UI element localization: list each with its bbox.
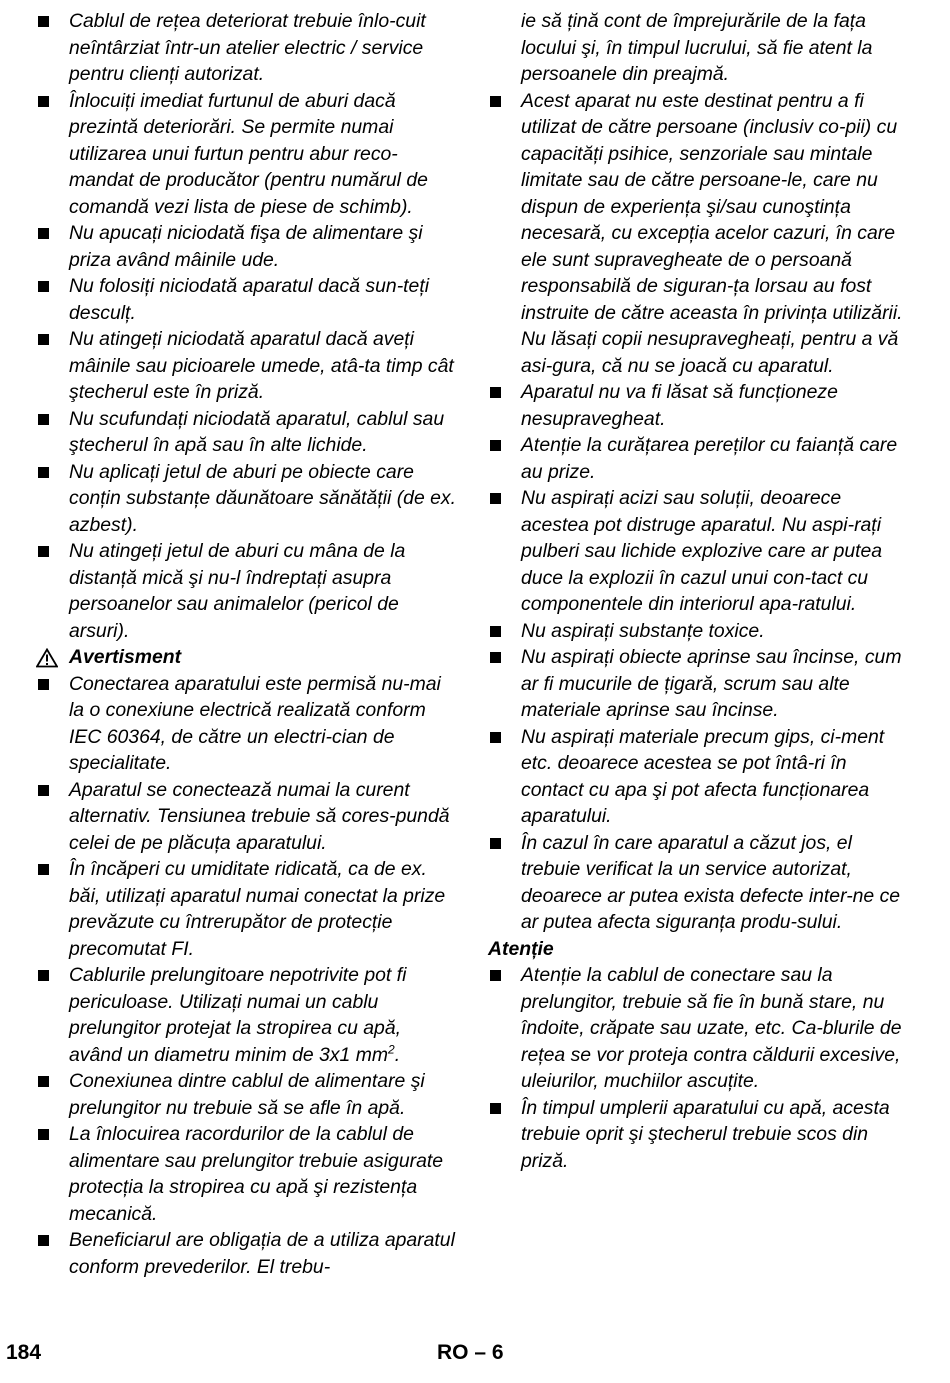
list-item [36, 856, 456, 962]
item-text: Aparatul nu va fi lăsat să funcționeze nesupravegheat. [521, 381, 838, 430]
square-bullet-icon [490, 838, 501, 849]
list-item [36, 220, 456, 273]
square-bullet-icon [38, 334, 49, 345]
square-bullet-icon [38, 16, 49, 27]
list-item [488, 644, 908, 724]
list-item [36, 671, 456, 777]
item-text: Nu folosiți niciodată aparatul dacă sun-teți desculț. [69, 275, 430, 324]
item-text: În încăperi cu umiditate ridicată, ca de ex. băi, utilizați aparatul numai conectat la prize prevăzute cu întrerupător de protecție precomutat FI. [69, 858, 446, 960]
item-text-end: . [394, 1043, 401, 1066]
list-item [488, 724, 908, 830]
left-column [36, 8, 456, 1280]
list-item [488, 1095, 908, 1175]
square-bullet-icon [38, 281, 49, 292]
list-item [36, 1121, 456, 1227]
list-item [488, 830, 908, 936]
left-list-c [36, 1068, 456, 1280]
square-bullet-icon [490, 440, 501, 451]
page-number: 184 [6, 1341, 42, 1364]
item-text: Nu atingeți niciodată aparatul dacă aveți mâinile sau picioarele umede, atâ-ta timp cât ştecherul este în priză. [69, 328, 454, 403]
square-bullet-icon [38, 785, 49, 796]
list-item [36, 538, 456, 644]
list-item [36, 1068, 456, 1121]
list-item [36, 8, 456, 88]
square-bullet-icon [490, 652, 501, 663]
list-item [488, 88, 908, 380]
left-list-b [36, 671, 456, 963]
item-text: Acest aparat nu este destinat pentru a fi utilizat de către persoane (inclusiv co-pii) cu capacități psihice, senzoriale sau mintale limitate sau de către persoane-le, care nu dispun de experiența şi/sau cunoştința necesară, cu excepția acelor cazuri, în care ele sunt supravegheate de o persoană responsabilă de siguran-ța lorsau au fost instruite de către aceasta în privința utilizării. Nu lăsați copii nesupravegheați, pentru a vă asi-gura, că nu se joacă cu aparatul. [521, 89, 903, 377]
item-text: Conexiunea dintre cablul de alimentare şi prelungitor nu trebuie să se afle în apă. [69, 1070, 425, 1119]
square-bullet-icon [490, 970, 501, 981]
left-list-a [36, 8, 456, 644]
square-bullet-icon [38, 970, 49, 981]
right-list-a [488, 88, 908, 936]
square-bullet-icon [490, 387, 501, 398]
square-bullet-icon [38, 546, 49, 557]
item-text: Cablul de rețea deteriorat trebuie înlo-cuit neîntârziat într-un atelier electric / service pentru clienți autorizat. [69, 10, 426, 85]
list-item [36, 406, 456, 459]
square-bullet-icon [490, 1103, 501, 1114]
item-text: Nu scufundați niciodată aparatul, cablul sau ştecherul în apă sau în alte lichide. [69, 407, 445, 456]
square-bullet-icon [38, 864, 49, 875]
warning-triangle-icon [36, 648, 58, 668]
list-item [488, 618, 908, 645]
square-bullet-icon [38, 1235, 49, 1246]
item-text: Înlocuiți imediat furtunul de aburi dacă prezintă deteriorări. Se permite numai utilizarea unui furtun pentru abur reco-mandat de producător (pentru numărul de comandă vezi lista de piese de schimb). [69, 89, 428, 218]
item-text: Beneficiarul are obligația de a utiliza aparatul conform prevederilor. El trebu- [69, 1229, 455, 1278]
list-item [36, 326, 456, 406]
list-item [488, 962, 908, 1095]
square-bullet-icon [38, 414, 49, 425]
item-text: În cazul în care aparatul a căzut jos, el trebuie verificat la un service autorizat, deoarece ar putea exista defecte inter-ne ce ar putea afecta siguranța produ-sului. [521, 831, 901, 933]
square-bullet-icon [490, 732, 501, 743]
list-item [36, 273, 456, 326]
list-item [36, 777, 456, 857]
list-item [488, 485, 908, 618]
list-item [488, 379, 908, 432]
item-text: Nu aspirați acizi sau soluții, deoarece acestea pot distruge aparatul. Nu aspi-rați pulberi sau lichide explozive care ar putea duce la explozii în cazul unui con-tact cu componentele din interiorul apa-ratului. [521, 487, 883, 615]
square-bullet-icon [38, 679, 49, 690]
item-text: Atenție la curățarea pereților cu faianță care au prize. [521, 434, 898, 483]
item-text: Atenție la cablul de conectare sau la prelungitor, trebuie să fie în bună stare, nu îndoite, crăpate sau uzate, etc. Ca-blurile de rețea se vor proteja contra căldurii excesive, uleiurilor, muchiilor ascuțite. [521, 964, 902, 1092]
item-text: În timpul umplerii aparatului cu apă, acesta trebuie oprit şi ştecherul trebuie scos din priză. [521, 1096, 890, 1172]
item-text: Cablurile prelungitoare nepotrivite pot fi periculoase. Utilizați numai un cablu prelungitor protejat la stropirea cu apă, având un diametru minim de 3x1 mm [69, 964, 407, 1066]
square-bullet-icon [38, 1076, 49, 1087]
list-item [36, 459, 456, 539]
superscript: 2 [388, 1042, 395, 1057]
section-code: RO – 6 [437, 1341, 504, 1364]
item-text: Nu aplicați jetul de aburi pe obiecte care conțin substanțe dăunătoare sănătății (de ex. azbest). [69, 460, 456, 536]
item-text: Conectarea aparatului este permisă nu-mai la o conexiune electrică realizată conform IEC 60364, de către un electri-cian de specialitate. [69, 672, 441, 774]
list-item [36, 1227, 456, 1280]
list-item [36, 962, 456, 1068]
item-text: Aparatul se conectează numai la curent alternativ. Tensiunea trebuie să cores-pundă celei de pe plăcuța aparatului. [69, 778, 450, 854]
item-text: Nu apucați niciodată fişa de alimentare şi priza având mâinile ude. [69, 222, 423, 271]
square-bullet-icon [38, 467, 49, 478]
square-bullet-icon [38, 96, 49, 107]
continuation-text: ie să țină cont de împrejurările de la fața locului şi, în timpul lucrului, să fie atent la persoanele din preajmă. [521, 10, 873, 85]
square-bullet-icon [490, 626, 501, 637]
caution-heading: Atenție [488, 937, 554, 960]
list-item [36, 88, 456, 221]
item-text: La înlocuirea racordurilor de la cablul de alimentare sau prelungitor trebuie asigurate protecția la stropirea cu apă şi rezistența mecanică. [69, 1123, 444, 1225]
square-bullet-icon [38, 228, 49, 239]
item-text: Nu aspirați obiecte aprinse sau încinse, cum ar fi mucurile de țigară, scrum sau alte materiale aprinse sau încinse. [521, 646, 902, 721]
square-bullet-icon [490, 96, 501, 107]
square-bullet-icon [490, 493, 501, 504]
right-list-b [488, 962, 908, 1174]
item-text: Nu aspirați materiale precum gips, ci-ment etc. deoarece acestea se pot întâ-ri în contact cu apa şi pot afecta funcționarea aparatului. [521, 725, 885, 827]
square-bullet-icon [38, 1129, 49, 1140]
right-column [488, 8, 908, 1174]
list-item [488, 432, 908, 485]
warning-heading: Avertisment [69, 646, 182, 668]
item-text: Nu aspirați substanțe toxice. [521, 619, 765, 642]
item-text: Nu atingeți jetul de aburi cu mâna de la distanță mică şi nu-l îndreptați asupra persoanelor sau animalelor (pericol de arsuri). [69, 540, 406, 642]
warning-heading-row [36, 644, 456, 671]
